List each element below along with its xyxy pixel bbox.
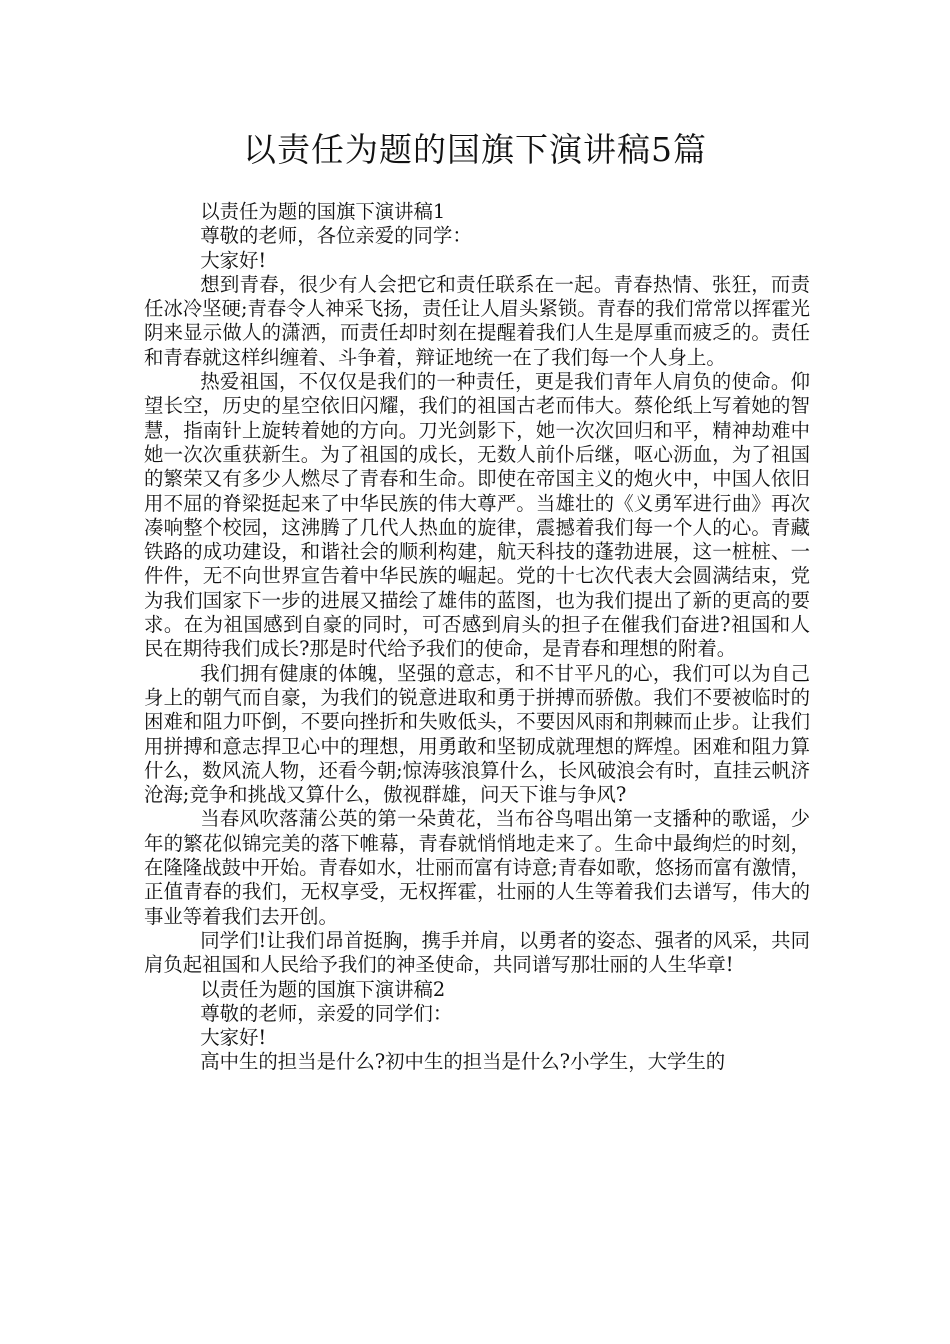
body-paragraph: 我们拥有健康的体魄，坚强的意志，和不甘平凡的心，我们可以为自己身上的朝气而自豪，为我们的锐意进取和勇于拼搏而骄傲。我们不要被临时的困难和阻力吓倒，不要向挫折和失败低头，不要因风雨和荆棘而止步。让我们用拼搏和意志捍卫心中的理想，用勇敢和坚韧成就理想的辉煌。困难和阻力算什么，数风流人物，还看今朝;惊涛骇浪算什么，长风破浪会有时，直挂云帆济沧海;竞争和挑战又算什么，傲视群雄，问天下谁与争风? (144, 661, 810, 807)
body-paragraph: 热爱祖国，不仅仅是我们的一种责任，更是我们青年人肩负的使命。仰望长空，历史的星空依旧闪耀，我们的祖国古老而伟大。蔡伦纸上写着她的智慧，指南针上旋转着她的方向。刀光剑影下，她一次次回归和平，精神劫难中她一次次重获新生。为了祖国的成长，无数人前仆后继，呕心沥血，为了祖国的繁荣又有多少人燃尽了青春和生命。即使在帝国主义的炮火中，中国人依旧用不屈的脊梁挺起来了中华民族的伟大尊严。当雄壮的《义勇军进行曲》再次凑响整个校园，这沸腾了几代人热血的旋律，震撼着我们每一个人的心。青藏铁路的成功建设，和谐社会的顺利构建，航天科技的蓬勃进展，这一桩桩、一件件，无不向世界宣告着中华民族的崛起。党的十七次代表大会圆满结束，党为我们国家下一步的进展又描绘了雄伟的蓝图，也为我们提出了新的更高的要求。在为祖国感到自豪的同时，可否感到肩头的担子在催我们奋进?祖国和人民在期待我们成长?那是时代给予我们的使命，是青春和理想的附着。 (144, 370, 810, 661)
body-paragraph: 同学们!让我们昂首挺胸，携手并肩，以勇者的姿态、强者的风采，共同肩负起祖国和人民给予我们的神圣使命，共同谱写那壮丽的人生华章! (144, 928, 810, 977)
body-paragraph: 高中生的担当是什么?初中生的担当是什么?小学生，大学生的 (200, 1050, 726, 1074)
section-heading-1: 以责任为题的国旗下演讲稿1 (200, 200, 446, 223)
body-paragraph: 想到青春，很少有人会把它和责任联系在一起。青春热情、张狂，而责任冰冷坚硬;青春令人神采飞扬，责任让人眉头紧锁。青春的我们常常以挥霍光阴来显示做人的潇洒，而责任却时刻在提醒着我们人生是厚重而疲乏的。责任和青春就这样纠缠着、斗争着，辩证地统一在了我们每一个人身上。 (144, 272, 810, 369)
body-paragraph: 当春风吹落蒲公英的第一朵黄花，当布谷鸟唱出第一支播种的歌谣，少年的繁花似锦完美的落下帷幕，青春就悄悄地走来了。生命中最绚烂的时刻，在隆隆战鼓中开始。青春如水，壮丽而富有诗意;青春如歌，悠扬而富有激情，正值青春的我们，无权享受，无权挥霍，壮丽的人生等着我们去谱写，伟大的事业等着我们去开创。 (144, 807, 810, 928)
salutation: 尊敬的老师，亲爱的同学们： (200, 1001, 453, 1025)
document-body (144, 200, 810, 1075)
greeting: 大家好! (200, 248, 267, 272)
document-title: 以责任为题的国旗下演讲稿5篇 (243, 130, 707, 169)
salutation: 尊敬的老师，各位亲爱的同学： (200, 224, 472, 248)
section-heading-2: 以责任为题的国旗下演讲稿2 (200, 977, 446, 1001)
greeting: 大家好! (200, 1026, 267, 1050)
